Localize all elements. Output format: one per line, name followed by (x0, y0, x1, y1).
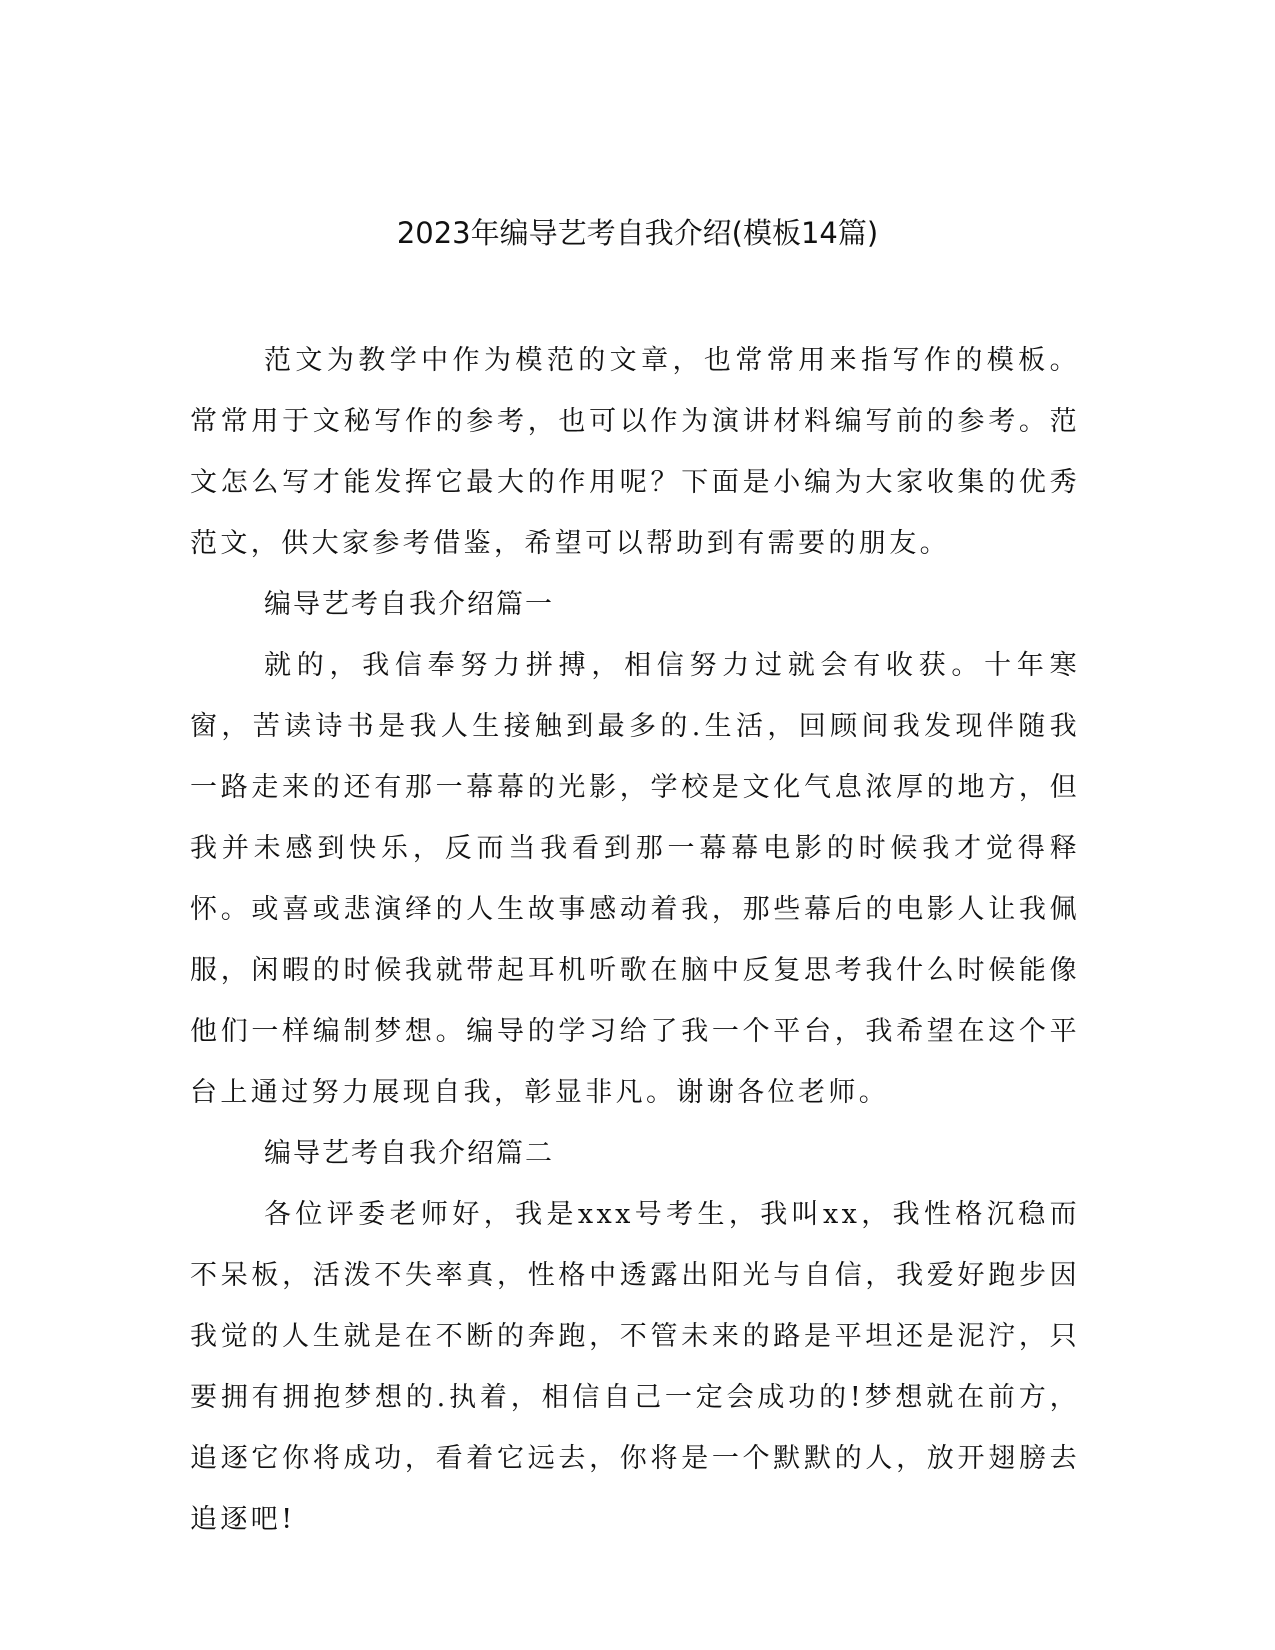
section-heading-2: 编导艺考自我介绍篇二 (264, 1138, 554, 1169)
intro-paragraph: 范文为教学中作为模范的文章，也常常用来指写作的模板。常常用于文秘写作的参考，也可以作为演讲材料编写前的参考。范文怎么写才能发挥它最大的作用呢？下面是小编为大家收集的优秀范文，供大家参考借鉴，希望可以帮助到有需要的朋友。 (190, 345, 1080, 559)
document-title: 2023年编导艺考自我介绍(模板14篇) (396, 216, 879, 250)
section-paragraph-1: 就的，我信奉努力拼搏，相信努力过就会有收获。十年寒窗，苦读诗书是我人生接触到最多的.生活，回顾间我发现伴随我一路走来的还有那一幕幕的光影，学校是文化气息浓厚的地方，但我并未感到快乐，反而当我看到那一幕幕电影的时候我才觉得释怀。或喜或悲演绎的人生故事感动着我，那些幕后的电影人让我佩服，闲暇的时候我就带起耳机听歌在脑中反复思考我什么时候能像他们一样编制梦想。编导的学习给了我一个平台，我希望在这个平台上通过努力展现自我，彰显非凡。谢谢各位老师。 (190, 650, 1080, 1108)
section-heading-1: 编导艺考自我介绍篇一 (264, 589, 554, 620)
section-paragraph-2: 各位评委老师好，我是xxx号考生，我叫xx，我性格沉稳而不呆板，活泼不失率真，性格中透露出阳光与自信，我爱好跑步因我觉的人生就是在不断的奔跑，不管未来的路是平坦还是泥泞，只要拥有拥抱梦想的.执着，相信自己一定会成功的!梦想就在前方，追逐它你将成功，看着它远去，你将是一个默默的人，放开翅膀去追逐吧! (190, 1199, 1080, 1535)
document-body (190, 330, 1080, 1550)
